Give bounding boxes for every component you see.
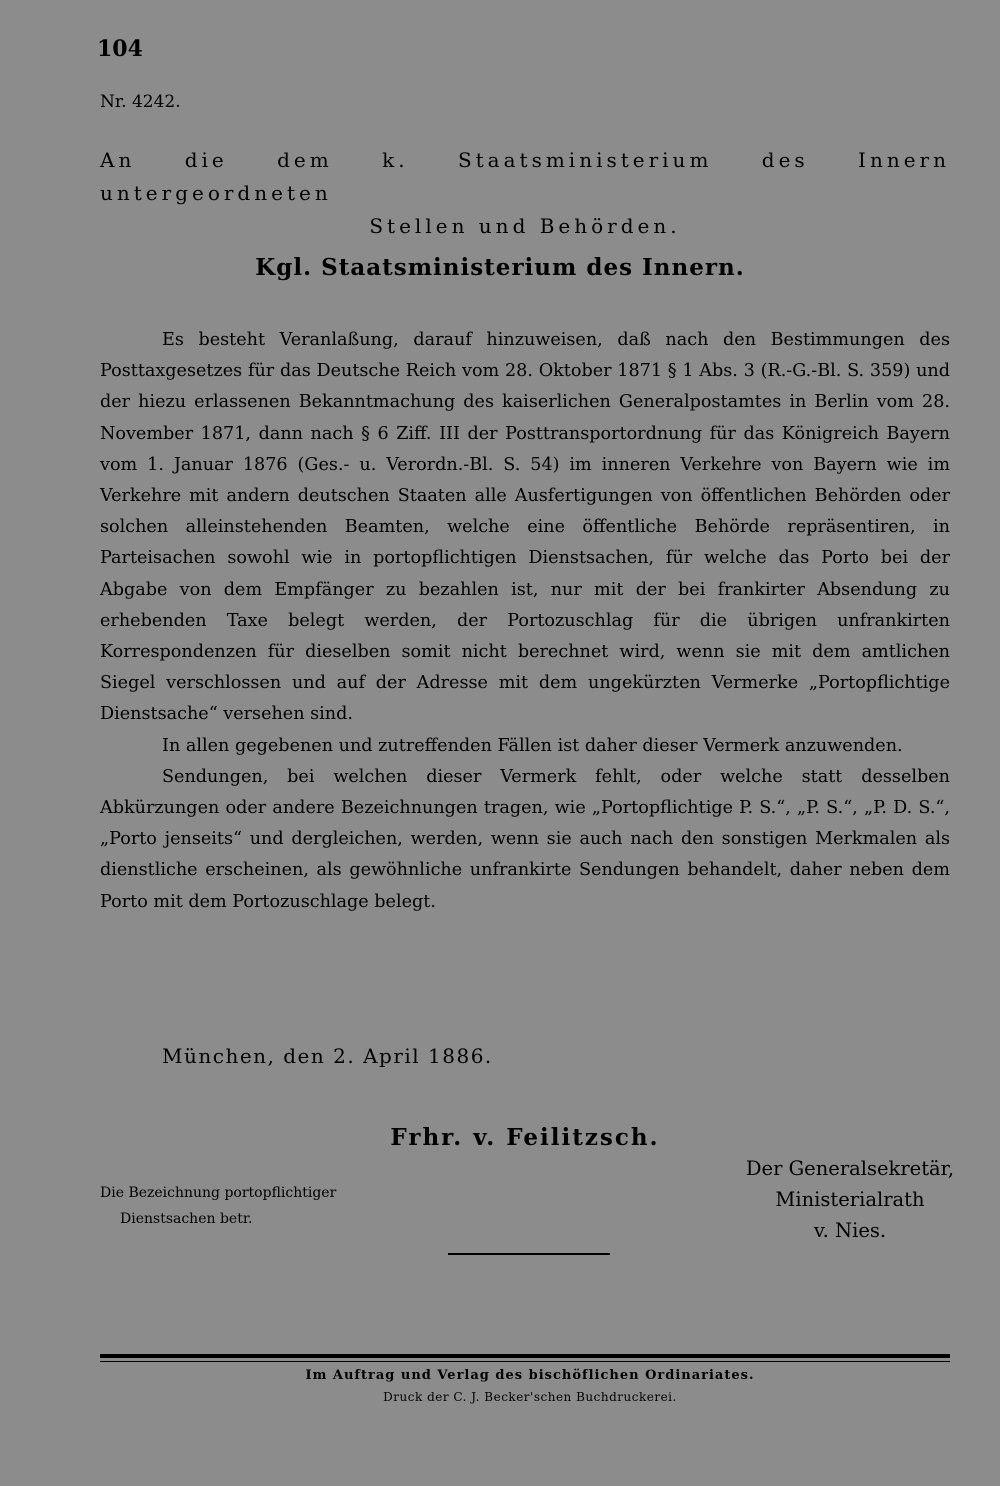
paragraph-3: Sendungen, bei welchen dieser Vermerk fehlt, oder welche statt desselben Abkürzungen oder andere Bezeichnungen tragen, wie „Portopflichtige P. S.“, „P. S.“, „P. D. S.“, „Porto jenseits“ und dergleichen, werden, wenn sie auch nach den sonstigen Merkmalen als dienstliche erscheinen, als gewöhnliche unfrankirte Sendungen behandelt, daher neben dem Porto mit dem Portozuschlage belegt. xyxy=(100,766,950,912)
footer-publisher: Im Auftrag und Verlag des bischöflichen Ordinariates. xyxy=(305,1368,755,1383)
signature: Frhr. v. Feilitzsch. xyxy=(390,1124,660,1151)
body-text xyxy=(100,325,950,918)
secretary-block xyxy=(700,1153,1000,1246)
paragraph-1: Es besteht Veranlaßung, darauf hinzuweisen, daß nach den Bestimmungen des Posttaxgesetzes für das Deutsche Reich vom 28. Oktober 1871 § 1 Abs. 3 (R.-G.-Bl. S. 359) und der hiezu erlassenen Bekanntmachung des kaiserlichen Generalpostamtes in Berlin vom 28. November 1871, dann nach § 6 Ziff. III der Posttransportordnung für das Königreich Bayern vom 1. Januar 1876 (Ges.- u. Verordn.-Bl. S. 54) im inneren Verkehre von Bayern wie im Verkehre mit andern deutschen Staaten alle Ausfertigungen von öffentlichen Behörden oder solchen alleinstehenden Beamten, welche eine öffentliche Behörde repräsentiren, in Parteisachen sowohl wie in portopflichtigen Dienstsachen, für welche das Porto bei der Abgabe von dem Empfänger zu bezahlen ist, nur mit der bei frankirter Absendung zu erhebenden Taxe belegt werden, der Portozuschlag für die übrigen unfrankirten Korrespondenzen für dieselben somit nicht berechnet wird, wenn sie mit dem amtlichen Siegel verschlossen und auf der Adresse mit dem ungekürzten Vermerke „Portopflichtige Dienstsache“ versehen sind. xyxy=(100,330,950,725)
paragraph-2: In allen gegebenen und zutreffenden Fällen ist daher dieser Vermerk anzuwenden. xyxy=(162,735,903,756)
subject-line-1: Die Bezeichnung portopflichtiger xyxy=(100,1185,337,1201)
addressee xyxy=(100,144,950,243)
subject-note xyxy=(100,1180,420,1232)
secretary-line-2: Ministerialrath xyxy=(775,1188,925,1211)
secretary-line-3: v. Nies. xyxy=(813,1219,887,1242)
footer-rule-thick xyxy=(100,1354,950,1358)
page-number: 104 xyxy=(97,36,143,62)
subject-line-2: Dienstsachen betr. xyxy=(120,1211,253,1227)
signature-rule xyxy=(448,1253,610,1255)
footer-rule-thin xyxy=(100,1361,950,1362)
addressee-line-1: An die dem k. Staatsministerium des Innern untergeordneten xyxy=(100,148,950,205)
document-number: Nr. 4242. xyxy=(100,92,181,112)
issuing-authority: Kgl. Staatsministerium des Innern. xyxy=(255,254,745,281)
footer-printer: Druck der C. J. Becker'schen Buchdruckerei. xyxy=(383,1390,677,1404)
secretary-line-1: Der Generalsekretär, xyxy=(745,1157,955,1180)
place-date: München, den 2. April 1886. xyxy=(162,1044,493,1068)
addressee-line-2: Stellen und Behörden. xyxy=(369,214,681,238)
